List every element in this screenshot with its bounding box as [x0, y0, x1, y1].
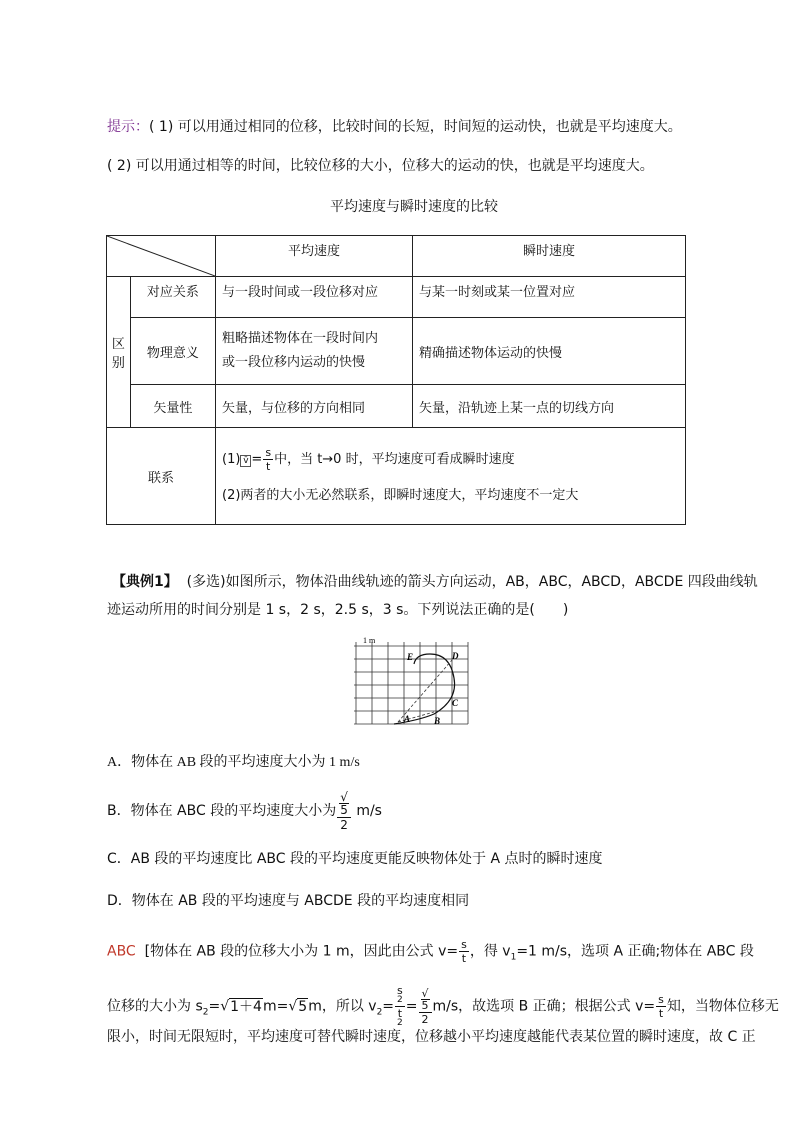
hint-label: 提示：	[107, 119, 149, 135]
solution-line-2: 位移的大小为 $s_2=√1+4m=√5m$，所以 $v_2=$ s 2 t 2 = √ 5 2 m/s，故选项 B 正确；根据公式 v= $\frac{s}{t}$ 知，当物体位移无	[107, 984, 779, 1028]
relation-line-2: (2)两者的大小无必然联系，即瞬时速度大，平均速度不一定大	[222, 487, 579, 503]
solution-answer: ABC	[107, 943, 136, 960]
option-b-unit: m/s	[356, 803, 382, 819]
solution-line-1: ABC [物体在 AB 段的位移大小为 1 m，因此由公式 v= $\frac{s}{t}$ ，得 $v_1=1$ m/s，选项 A 正确;物体在 ABC 段	[107, 938, 754, 965]
option-b-text: B．物体在 ABC 段的平均速度大小为	[107, 803, 337, 819]
relation-1-eq: =	[251, 451, 263, 467]
col-header-average: 平均速度	[216, 236, 413, 277]
cell-inst-meaning: 精确描述物体运动的快慢	[413, 318, 686, 385]
point-label-d: D	[452, 651, 459, 661]
solution-line-3: 限小，时间无限短时，平均速度可替代瞬时速度，位移越小平均速度越能代表某位置的瞬时速度，故 C 正	[107, 1029, 756, 1045]
example-text-1: (多选)如图所示，物体沿曲线轨迹的箭头方向运动，AB，ABC，ABCD，ABCDE 四段曲线轨	[186, 574, 758, 590]
hint-line-1	[107, 116, 682, 136]
solution-fraction-3: √ 5 2	[419, 988, 432, 1025]
example-line-1	[112, 571, 758, 591]
relation-1-prefix: (1)	[222, 451, 241, 467]
header-corner-cell	[107, 236, 216, 277]
option-a: A．物体在 AB 段的平均速度大小为 1 m/s	[107, 755, 360, 770]
option-b-fraction: √ 5 2	[337, 791, 351, 831]
row-label-meaning: 物理意义	[130, 318, 215, 385]
row-label-relation: 联系	[107, 428, 216, 525]
option-d: D．物体在 AB 段的平均速度与 ABCDE 段的平均速度相同	[107, 893, 470, 909]
cell-avg-meaning-line1: 粗略描述物体在一段时间内	[222, 331, 379, 346]
cell-avg-vector: 矢量，与位移的方向相同	[216, 385, 413, 428]
row-label-correspondence: 对应关系	[130, 277, 215, 318]
table-title: 平均速度与瞬时速度的比较	[330, 199, 498, 215]
trajectory-figure	[350, 634, 472, 726]
cell-inst-vector: 矢量，沿轨迹上某一点的切线方向	[413, 385, 686, 428]
scale-label: 1 m	[363, 636, 376, 645]
cell-avg-correspondence: 与一段时间或一段位移对应	[216, 277, 413, 318]
point-label-a: A	[404, 714, 411, 724]
cell-avg-meaning-line2: 或一段位移内运动的快慢	[222, 355, 366, 370]
relation-1-rest: 中，当 t→0 时，平均速度可看成瞬时速度	[274, 451, 515, 467]
v-bar-symbol: v̄	[240, 455, 251, 467]
group-label-2: 别	[111, 356, 125, 371]
example-title: 【典例1】	[112, 574, 178, 590]
option-b	[107, 791, 382, 831]
row-label-vector: 矢量性	[130, 385, 215, 428]
displacement-line	[398, 660, 452, 722]
point-label-c: C	[452, 698, 459, 708]
example-line-2: 迹运动所用的时间分别是 1 s，2 s，2.5 s，3 s。下列说法正确的是( )	[107, 602, 569, 618]
fraction-s-over-t: $\frac{s}{t}$	[265, 445, 272, 473]
solution-fraction-4: $\frac{s}{t}$	[658, 993, 664, 1020]
group-label-1: 区	[111, 337, 125, 352]
point-label-e: E	[407, 652, 414, 662]
hint-line-2: ( 2) 可以用通过相等的时间，比较位移的大小，位移大的运动的快，也就是平均速度大。	[107, 158, 654, 174]
hint-text-1: ( 1) 可以用通过相同的位移，比较时间的长短，时间短的运动快，也就是平均速度大。	[149, 119, 682, 135]
col-header-instant: 瞬时速度	[413, 236, 686, 277]
solution-fraction-1: $\frac{s}{t}$	[461, 938, 467, 965]
solution-fraction-2: s 2 t 2	[397, 984, 403, 1028]
relation-line-1	[222, 447, 679, 472]
cell-avg-meaning	[216, 318, 413, 385]
point-label-b: B	[434, 716, 441, 726]
comparison-table	[106, 235, 686, 525]
cell-relation	[216, 428, 686, 525]
cell-inst-correspondence: 与某一时刻或某一位置对应	[413, 277, 686, 318]
diagonal-line	[107, 236, 215, 276]
option-c: C．AB 段的平均速度比 ABC 段的平均速度更能反映物体处于 A 点时的瞬时速度	[107, 851, 603, 867]
group-label-cell	[107, 277, 131, 428]
